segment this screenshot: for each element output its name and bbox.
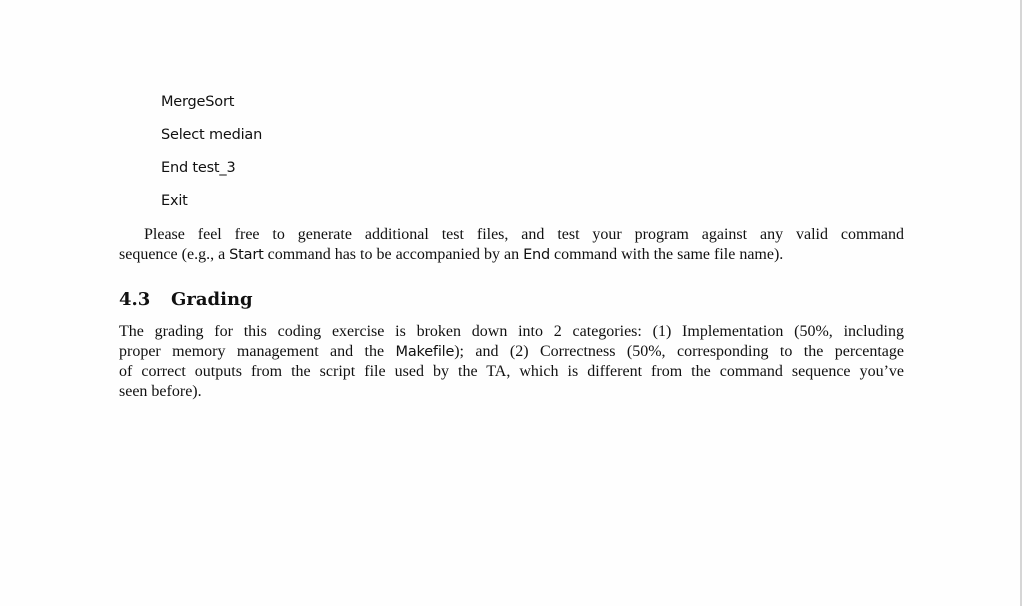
text-span: command has to be accompanied by an [263, 246, 524, 263]
paragraph-line: Please feel free to generate additional test files, and test your program against any valid command [144, 226, 904, 243]
text-span: ); and (2) Correctness (50%, corresponding to the percentage [454, 343, 904, 360]
command-end-test: End test_3 [161, 160, 236, 176]
command-mergesort: MergeSort [161, 94, 235, 110]
paragraph-line [119, 245, 904, 265]
text-span: sequence (e.g., a [119, 246, 230, 263]
keyword-start: Start [229, 247, 264, 263]
section-number: 4.3 [119, 289, 151, 310]
grading-paragraph [119, 322, 904, 402]
text-span: proper memory management and the [119, 343, 396, 360]
text-span: command with the same file name). [550, 246, 784, 263]
keyword-end: End [523, 247, 551, 263]
paragraph-line: of correct outputs from the script file used by the TA, which is different from the command sequence you’ve [119, 363, 904, 380]
paragraph-line: seen before). [119, 383, 202, 400]
section-heading [119, 289, 253, 311]
section-title: Grading [171, 289, 253, 310]
paragraph-line [119, 342, 904, 362]
command-exit: Exit [161, 193, 188, 209]
test-files-paragraph [119, 225, 904, 265]
keyword-makefile: Makefile [395, 344, 455, 360]
paragraph-line: The grading for this coding exercise is broken down into 2 categories: (1) Implementation (50%, including [119, 323, 904, 340]
command-select-median: Select median [161, 127, 263, 143]
